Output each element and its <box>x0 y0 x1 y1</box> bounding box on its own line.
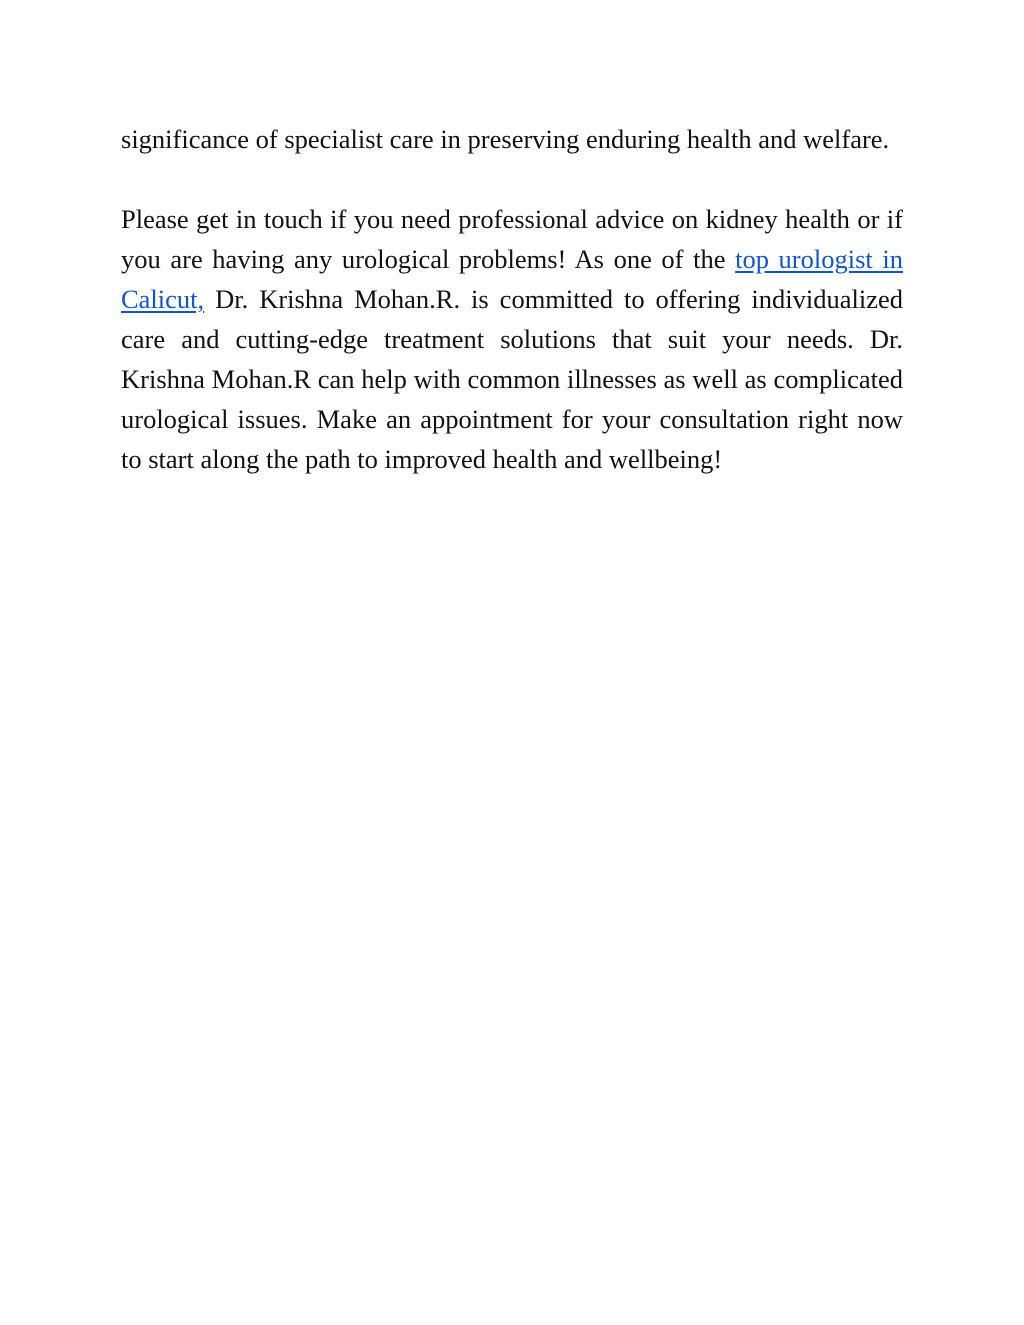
paragraph-contact <box>121 199 903 479</box>
paragraph-continuation: significance of specialist care in preserving enduring health and welfare. <box>121 124 890 154</box>
document-body <box>121 119 903 479</box>
top-urologist-link[interactable]: top urologist in Calicut, <box>121 244 903 314</box>
paragraph-contact-rest: Dr. Krishna Mohan.R. is committed to offering individualized care and cutting-edge treatment solutions that suit your needs. Dr. Krishna Mohan.R can help with common illnesses as well as complicated urological issues. Make an appointment for your consultation right now to start along the path to improved health and wellbeing! <box>121 284 903 474</box>
paragraph-contact-intro: Please get in touch if you need professional advice on kidney health or if you are having any urological problems! As one of the <box>121 204 903 274</box>
